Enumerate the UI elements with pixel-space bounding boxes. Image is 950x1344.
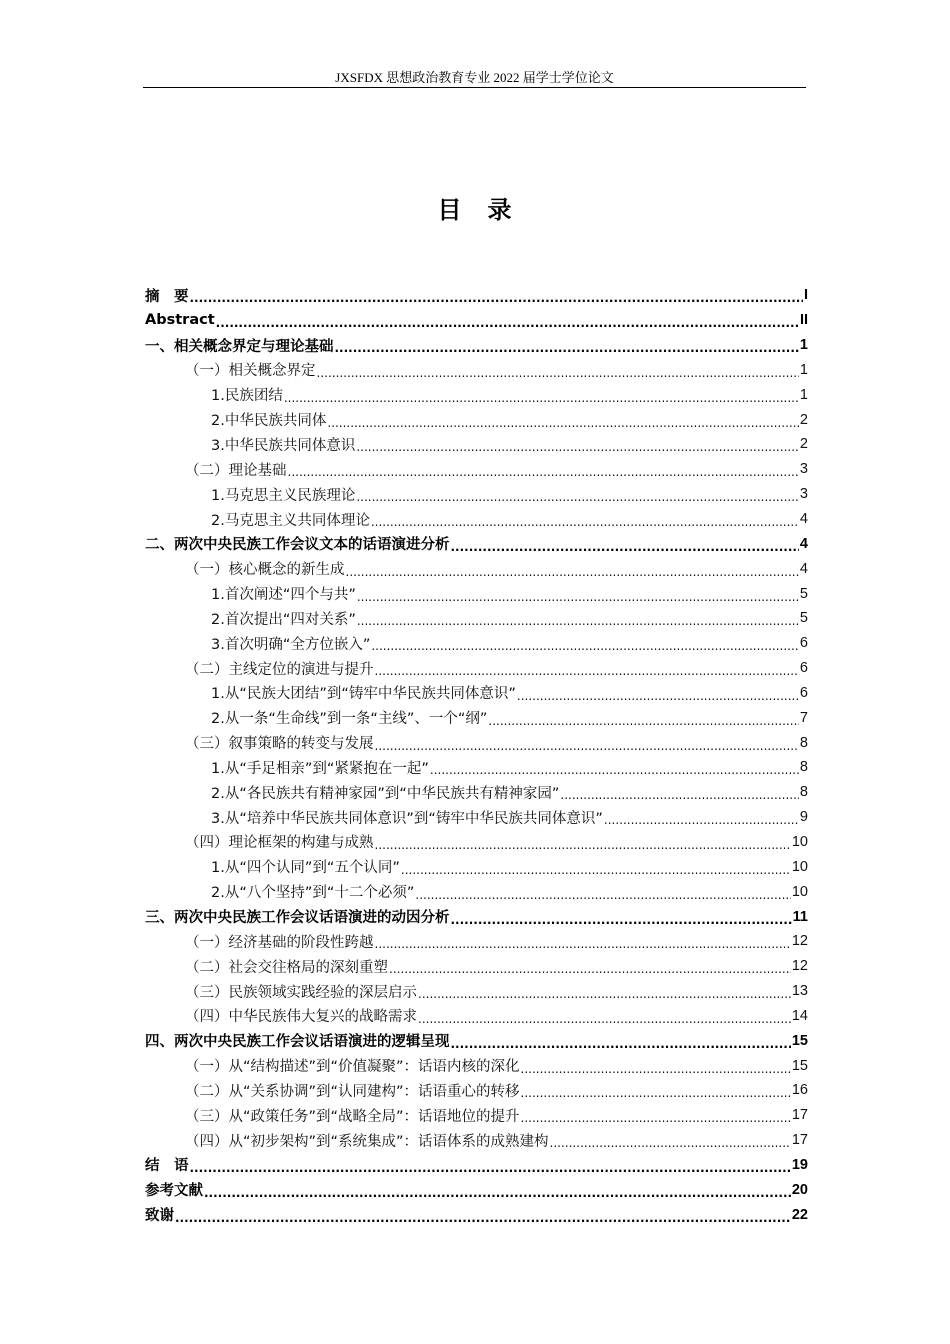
toc-entry[interactable] (145, 1103, 808, 1128)
toc-entry[interactable] (145, 482, 808, 507)
toc-entry[interactable] (145, 979, 808, 1004)
toc-entry-page: 20 (791, 1181, 808, 1198)
toc-entry-title: （四）从“初步架构”到“系统集成”：话语体系的成熟建构 (185, 1133, 549, 1150)
toc-entry[interactable] (145, 1003, 808, 1028)
toc-entry-page: 10 (791, 858, 808, 875)
toc-dot-leader (357, 590, 799, 604)
toc-entry-page: 19 (791, 1156, 808, 1173)
table-of-contents (145, 283, 808, 1227)
toc-dot-leader (521, 1086, 791, 1100)
toc-dot-leader (488, 714, 799, 728)
toc-entry[interactable] (145, 333, 808, 358)
toc-dot-leader (204, 1186, 791, 1200)
toc-entry[interactable] (145, 507, 808, 532)
toc-entry-title: 1.从“手足相亲”到“紧紧抱在一起” (211, 760, 429, 777)
toc-entry-page: 2 (799, 436, 808, 453)
toc-entry[interactable] (145, 283, 808, 308)
toc-dot-leader (371, 639, 799, 653)
toc-entry-title: （一）从“结构描述”到“价值凝聚”：话语内核的深化 (185, 1059, 520, 1076)
toc-entry-title: Abstract (145, 312, 215, 329)
toc-dot-leader (430, 763, 799, 777)
toc-entry-title: 1.马克思主义民族理论 (211, 487, 356, 504)
toc-entry[interactable] (145, 929, 808, 954)
toc-dot-leader (451, 1037, 791, 1051)
toc-entry-page: 6 (799, 660, 808, 677)
toc-entry-title: 三、两次中央民族工作会议话语演进的动因分析 (145, 910, 450, 927)
toc-dot-leader (216, 316, 799, 330)
toc-entry-page: 1 (799, 386, 808, 403)
toc-entry[interactable] (145, 606, 808, 631)
toc-entry[interactable] (145, 755, 808, 780)
toc-entry-page: 12 (791, 958, 808, 975)
toc-dot-leader (190, 1161, 791, 1175)
toc-entry-page: 5 (799, 610, 808, 627)
toc-entry[interactable] (145, 879, 808, 904)
toc-dot-leader (521, 1111, 791, 1125)
toc-entry-title: 摘 要 (145, 288, 189, 305)
toc-entry[interactable] (145, 1202, 808, 1227)
toc-entry-page: 9 (799, 809, 808, 826)
toc-entry-page: 8 (799, 784, 808, 801)
toc-entry-page: I (803, 287, 808, 304)
toc-entry[interactable] (145, 457, 808, 482)
toc-entry[interactable] (145, 730, 808, 755)
toc-entry[interactable] (145, 631, 808, 656)
toc-dot-leader (288, 465, 799, 479)
toc-dot-leader (375, 838, 791, 852)
toc-dot-leader (550, 1136, 791, 1150)
toc-entry-page: 5 (799, 585, 808, 602)
toc-entry-title: 参考文献 (145, 1183, 203, 1200)
toc-dot-leader (346, 565, 799, 579)
toc-entry[interactable] (145, 358, 808, 383)
toc-entry[interactable] (145, 805, 808, 830)
toc-entry-page: 8 (799, 759, 808, 776)
toc-entry[interactable] (145, 954, 808, 979)
toc-entry[interactable] (145, 830, 808, 855)
toc-entry-page: 22 (791, 1206, 808, 1223)
toc-entry[interactable] (145, 705, 808, 730)
toc-entry-page: 8 (799, 734, 808, 751)
toc-entry[interactable] (145, 382, 808, 407)
toc-entry-title: 致谢 (145, 1208, 174, 1225)
toc-entry-page: 4 (799, 560, 808, 577)
toc-dot-leader (357, 614, 799, 628)
toc-entry-page: 17 (791, 1107, 808, 1124)
toc-entry-title: （二）主线定位的演进与提升 (185, 661, 374, 678)
toc-entry-page: 17 (791, 1132, 808, 1149)
toc-dot-leader (375, 739, 799, 753)
toc-dot-leader (451, 540, 799, 554)
toc-dot-leader (521, 1062, 791, 1076)
toc-entry-title: 结 语 (145, 1158, 189, 1175)
toc-entry-title: 1.首次阐述“四个与共” (211, 587, 356, 604)
toc-entry-page: 16 (791, 1082, 808, 1099)
toc-entry-title: 一、相关概念界定与理论基础 (145, 338, 334, 355)
toc-entry-page: 6 (799, 684, 808, 701)
toc-entry-page: 10 (791, 883, 808, 900)
toc-entry[interactable] (145, 1078, 808, 1103)
toc-entry-title: 3.中华民族共同体意识 (211, 437, 356, 454)
toc-entry-page: II (799, 312, 808, 329)
toc-entry-page: 1 (799, 361, 808, 378)
toc-entry-title: 2.从“八个坚持”到“十二个必须” (211, 885, 415, 902)
toc-entry-title: （三）从“政策任务”到“战略全局”：话语地位的提升 (185, 1108, 520, 1125)
toc-dot-leader (418, 987, 791, 1001)
toc-dot-leader (418, 1012, 791, 1026)
toc-dot-leader (375, 937, 791, 951)
toc-entry[interactable] (145, 407, 808, 432)
toc-entry[interactable] (145, 1177, 808, 1202)
toc-entry[interactable] (145, 531, 808, 556)
toc-entry-page: 4 (799, 511, 808, 528)
toc-dot-leader (356, 490, 799, 504)
toc-entry[interactable] (145, 581, 808, 606)
toc-entry-page: 15 (791, 1032, 808, 1049)
toc-entry-title: 3.从“培养中华民族共同体意识”到“铸牢中华民族共同体意识” (211, 810, 603, 827)
toc-title: 目 录 (437, 196, 513, 224)
toc-entry-title: 3.首次明确“全方位嵌入” (211, 636, 371, 653)
toc-dot-leader (175, 1211, 791, 1225)
toc-entry-title: （二）理论基础 (185, 462, 287, 479)
toc-dot-leader (317, 366, 799, 380)
toc-entry-page: 6 (799, 635, 808, 652)
toc-entry-title: 2.从一条“生命线”到一条“主线”、一个“纲” (211, 711, 488, 728)
toc-entry-page: 7 (799, 709, 808, 726)
toc-entry-title: （四）理论框架的构建与成熟 (185, 835, 374, 852)
toc-dot-leader (604, 813, 799, 827)
toc-dot-leader (190, 291, 803, 305)
toc-entry-page: 3 (799, 461, 808, 478)
toc-entry-page: 11 (792, 908, 808, 925)
toc-entry-page: 10 (791, 833, 808, 850)
toc-dot-leader (517, 689, 799, 703)
toc-entry-title: （一）核心概念的新生成 (185, 562, 345, 579)
toc-entry[interactable] (145, 556, 808, 581)
toc-entry-page: 3 (799, 486, 808, 503)
toc-entry[interactable] (145, 308, 808, 333)
toc-entry-title: （三）民族领域实践经验的深层启示 (185, 984, 417, 1001)
toc-dot-leader (327, 416, 799, 430)
toc-dot-leader (356, 440, 799, 454)
toc-entry-page: 14 (791, 1007, 808, 1024)
toc-entry-title: 2.首次提出“四对关系” (211, 611, 356, 628)
toc-dot-leader (371, 515, 799, 529)
toc-dot-leader (451, 913, 792, 927)
toc-entry-title: 2.马克思主义共同体理论 (211, 512, 370, 529)
toc-entry-title: （一）相关概念界定 (185, 363, 316, 380)
toc-entry-page: 2 (799, 411, 808, 428)
toc-entry[interactable] (145, 1053, 808, 1078)
toc-entry-title: 四、两次中央民族工作会议话语演进的逻辑呈现 (145, 1034, 450, 1051)
toc-dot-leader (389, 962, 791, 976)
toc-entry-title: （三）叙事策略的转变与发展 (185, 736, 374, 753)
toc-entry-title: 1.民族团结 (211, 388, 283, 405)
toc-entry-title: 2.中华民族共同体 (211, 413, 327, 430)
toc-entry-title: （一）经济基础的阶段性跨越 (185, 934, 374, 951)
toc-entry-title: 1.从“民族大团结”到“铸牢中华民族共同体意识” (211, 686, 516, 703)
toc-entry-title: （二）社会交往格局的深刻重塑 (185, 959, 388, 976)
toc-entry-title: 二、两次中央民族工作会议文本的话语演进分析 (145, 537, 450, 554)
toc-entry[interactable] (145, 432, 808, 457)
toc-dot-leader (335, 341, 799, 355)
toc-dot-leader (284, 391, 799, 405)
running-header: JXSFDX 思想政治教育专业 2022 届学士学位论文 (335, 70, 614, 85)
toc-dot-leader (375, 664, 799, 678)
toc-dot-leader (401, 863, 791, 877)
toc-entry-title: （二）从“关系协调”到“认同建构”：话语重心的转移 (185, 1083, 520, 1100)
toc-entry[interactable] (145, 681, 808, 706)
toc-entry-title: 1.从“四个认同”到“五个认同” (211, 860, 400, 877)
toc-entry[interactable] (145, 1128, 808, 1153)
toc-entry-title: 2.从“各民族共有精神家园”到“中华民族共有精神家园” (211, 785, 560, 802)
toc-entry[interactable] (145, 780, 808, 805)
toc-entry-page: 13 (791, 983, 808, 1000)
toc-entry-page: 1 (799, 337, 808, 354)
toc-entry[interactable] (145, 1153, 808, 1178)
toc-entry-page: 4 (799, 535, 808, 552)
toc-entry[interactable] (145, 656, 808, 681)
toc-dot-leader (560, 788, 799, 802)
toc-entry[interactable] (145, 1028, 808, 1053)
toc-dot-leader (415, 888, 790, 902)
toc-entry[interactable] (145, 904, 808, 929)
toc-entry-page: 12 (791, 933, 808, 950)
toc-entry-title: （四）中华民族伟大复兴的战略需求 (185, 1009, 417, 1026)
toc-entry-page: 15 (791, 1057, 808, 1074)
header-rule (143, 87, 806, 88)
toc-entry[interactable] (145, 854, 808, 879)
